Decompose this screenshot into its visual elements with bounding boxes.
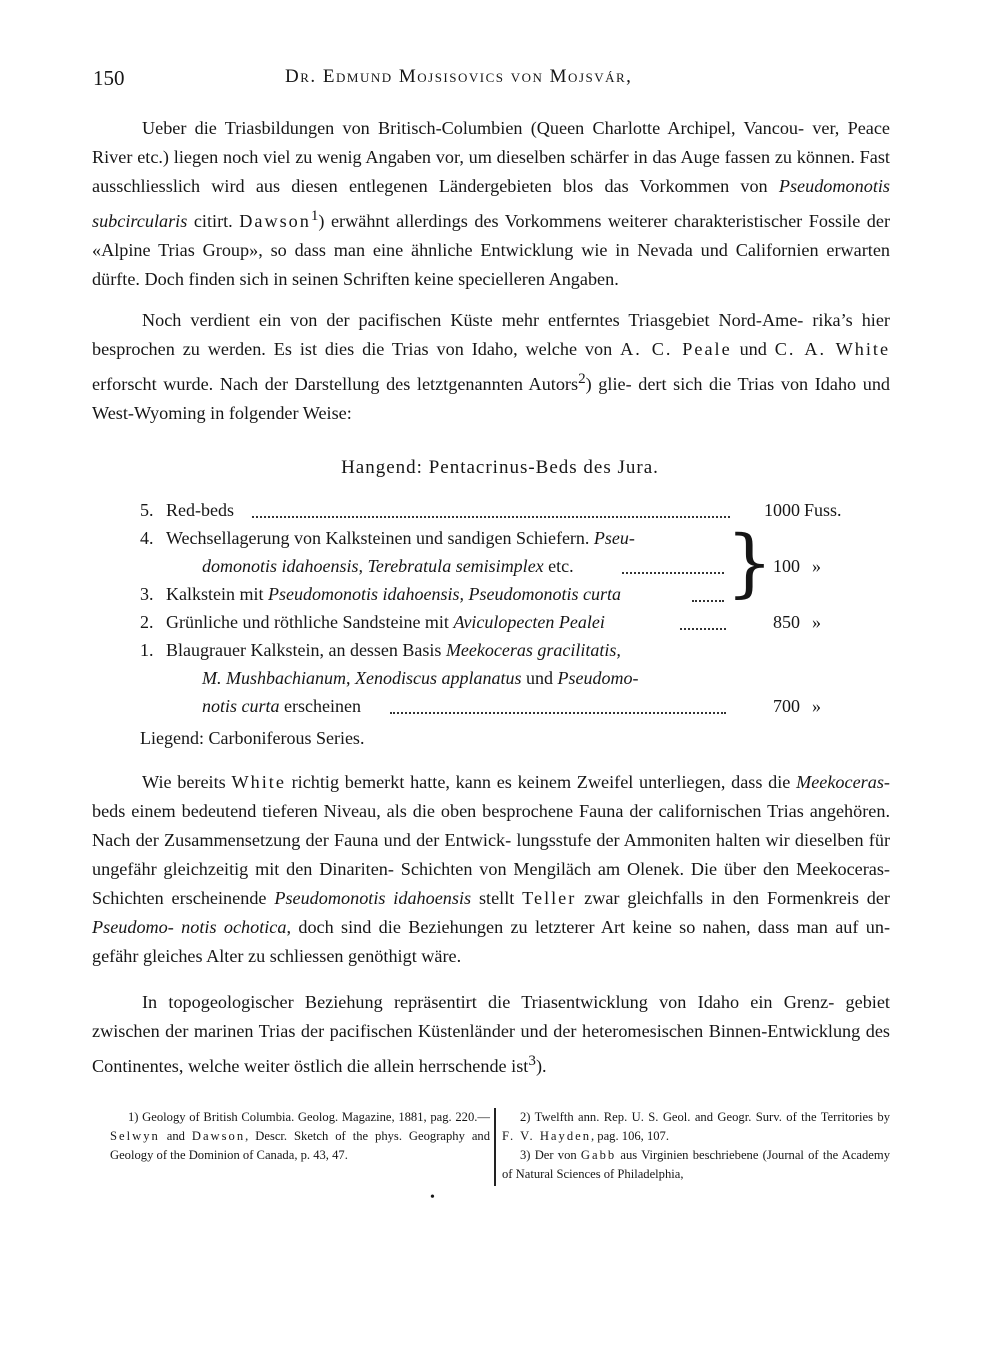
- text-line: ) glie-: [585, 374, 632, 395]
- author-name: White: [231, 772, 286, 792]
- author-name: Teller: [522, 888, 577, 908]
- row-text: Red-beds: [166, 500, 234, 520]
- text-line: erforscht wurde. Nach der Darstellung des letztgenannten Autors: [92, 374, 579, 395]
- leader-dots: [680, 628, 726, 630]
- footnotes-right: [502, 1108, 890, 1184]
- row-text: ,: [345, 668, 355, 688]
- text-line: -beds einem bedeutend tieferen Niveau, als die oben besprochene Fauna der: [92, 772, 890, 821]
- footnote-ref: 2: [578, 370, 586, 387]
- author-name: C. A. White: [774, 339, 891, 359]
- text-line: californischen Trias angehören. Nach der Zusammensetzung der Fauna und der Entwick-: [92, 801, 891, 850]
- text-line: gebiet zwischen der marinen Trias der pacifischen Küstenländer und der heteromesischen: [92, 992, 890, 1041]
- text-line: lungsstufe der Ammoniten halten wir dieselben für ungefähr gleichzeitig mit den Dinariten-: [92, 830, 891, 879]
- strata-row: [140, 608, 821, 636]
- leader-dots: [692, 600, 724, 602]
- text-line: citirt.: [187, 211, 240, 232]
- table-heading: Hangend: Pentacrinus-Beds des Jura.: [341, 457, 659, 478]
- footnote-ref: 1: [310, 207, 319, 224]
- strata-row-continuation: [140, 692, 821, 720]
- taxon-name: notis curta: [202, 696, 280, 716]
- footnote-text: , pag. 106, 107.: [591, 1129, 670, 1143]
- footnote-divider: [494, 1108, 496, 1186]
- strata-row: [140, 580, 621, 608]
- footnote-text: 2) Twelfth ann. Rep. U. S. Geol. and Geogr. Surv. of the Territories by: [520, 1110, 890, 1124]
- leader-dots: [252, 516, 730, 518]
- strata-row: [140, 496, 842, 524]
- row-unit: »: [812, 696, 821, 716]
- text-line: Wie bereits: [142, 772, 232, 792]
- text-line: Binnen-Entwicklung des Continentes, welche weiter östlich die allein herrschende ist: [92, 1021, 890, 1077]
- taxon-name: Aviculopecten Pealei: [453, 612, 605, 632]
- paragraph-4: [92, 988, 890, 1081]
- row-number: 3.: [140, 584, 154, 604]
- row-number: 2.: [140, 612, 154, 632]
- text-line: Auge fassen zu können. Fast ausschliesslich wird aus diesen entlegenen Ländergebieten: [92, 147, 890, 196]
- text-line: , doch sind die Beziehungen zu letzterer Art keine so nahen, dass man auf un-: [286, 917, 891, 937]
- row-text: Grünliche und röthliche Sandsteine mit: [166, 612, 454, 632]
- strata-row: [140, 636, 621, 664]
- text-line: In topogeologischer Beziehung repräsentirt die Triasentwicklung von Idaho ein Grenz-: [142, 992, 835, 1012]
- text-line: zwar gleichfalls in den Formenkreis der: [576, 888, 890, 908]
- author-name: Selwyn: [110, 1129, 160, 1143]
- text-line: Ueber die Triasbildungen von Britisch-Columbien (Queen Charlotte Archipel, Vancou-: [142, 118, 805, 138]
- text-line: Noch verdient ein von der pacifischen Küste mehr entferntes Triasgebiet Nord-Ame-: [142, 310, 804, 330]
- taxon-name: notis ochotica: [181, 917, 287, 937]
- row-number: 4.: [140, 528, 154, 548]
- taxon-name: Meekoceras: [796, 772, 884, 792]
- taxon-name: Pseudomonotis idahoensis, Pseudomonotis curta: [268, 584, 621, 604]
- author-name: F. V. Hayden: [502, 1129, 591, 1143]
- text-line: ver, Peace River etc.) liegen noch viel zu wenig Angaben vor, um dieselben schärfer in das: [92, 118, 890, 167]
- text-line: des Vorkommens weiterer charakteristischer Fossile der «Alpine Trias Group», so dass man: [92, 211, 891, 261]
- footnote-text: and: [159, 1129, 192, 1143]
- row-number: 1.: [140, 640, 154, 660]
- row-thickness: 850: [773, 612, 800, 632]
- row-thickness: 700: [773, 696, 800, 716]
- footnotes-left: [110, 1108, 490, 1165]
- taxon-name: domonotis idahoensis, Terebratula semisimplex: [202, 556, 544, 576]
- footnote-1: [110, 1108, 490, 1165]
- taxon-name: Meekoceras gracilitatis,: [445, 640, 621, 660]
- running-head: Dr. Edmund Mojsisovics von Mojsvár,: [285, 66, 633, 87]
- strata-row-continuation: [202, 552, 574, 580]
- row-text: etc.: [543, 556, 574, 576]
- leader-dots: [390, 712, 726, 714]
- row-thickness: 1000: [764, 500, 800, 520]
- row-text: und: [521, 668, 558, 688]
- footnote-3: [502, 1146, 890, 1184]
- footnote-text: 1) Geology of British Columbia. Geolog. Magazine, 1881, pag. 220.—: [128, 1110, 490, 1124]
- paragraph-1: [92, 114, 890, 294]
- row-text: Wechsellagerung von Kalksteinen und sandigen Schiefern.: [166, 528, 594, 548]
- text-line: ) erwähnt allerdings: [318, 211, 468, 232]
- author-name: Gabb: [580, 1148, 617, 1162]
- taxon-name: Xenodiscus applanatus: [354, 668, 522, 688]
- text-line: dert sich die Trias von Idaho und West-Wyoming in folgender Weise:: [92, 374, 891, 424]
- table-footer: Liegend: Carboniferous Series.: [140, 728, 365, 748]
- text-line: richtig bemerkt hatte, kann es keinem Zweifel unterliegen, dass: [285, 772, 763, 792]
- row-unit: »: [812, 612, 821, 632]
- footnote-2: [502, 1108, 890, 1146]
- row-text: Kalkstein mit: [166, 584, 268, 604]
- footnote-text: , Descr. Sketch of the phys. Geography and Geology of the Dominion of Canada, p. 43, 47.: [110, 1129, 490, 1162]
- taxon-name: Pseudomo-: [557, 668, 639, 688]
- brace-symbol: }: [726, 520, 774, 606]
- footnote-text: aus Virginien beschriebene (Journal of the Academy of Natural Sciences of Philadelphia,: [502, 1148, 890, 1181]
- paragraph-2: [92, 306, 890, 428]
- text-line: in seinen Schriften keine specielleren Angaben.: [273, 269, 619, 290]
- taxon-name: Pseudomonotis idahoensis: [274, 888, 472, 908]
- taxon-name: M. Mushbachianum: [202, 668, 346, 688]
- text-line: Schichten von Mengiläch am Olenek. Die über den Meekoceras-Schichten erscheinende: [92, 859, 890, 908]
- text-line: rika’s hier besprochen zu werden. Es ist dies die Trias von Idaho, welche von: [92, 310, 890, 359]
- row-thickness: 100: [773, 556, 800, 576]
- text-line: die: [768, 772, 797, 792]
- strata-row-continuation: [202, 664, 638, 692]
- row-unit: Fuss.: [804, 500, 842, 520]
- author-name: Dawson: [191, 1129, 246, 1143]
- footnote-text: 3) Der von: [520, 1148, 581, 1162]
- text-line: blos das Vorkommen von: [562, 176, 779, 196]
- strata-row: [140, 524, 635, 552]
- text-line: und: [739, 339, 775, 359]
- row-text: Blaugrauer Kalkstein, an dessen Basis: [166, 640, 446, 660]
- taxon-name: Pseudomonotis subcircularis: [92, 176, 891, 232]
- row-number: 5.: [140, 500, 154, 520]
- taxon-name: Pseu-: [593, 528, 635, 548]
- author-name: A. C. Peale: [620, 339, 732, 359]
- author-name: Dawson: [239, 211, 311, 232]
- text-line: stellt: [471, 888, 523, 908]
- row-text: erscheinen: [279, 696, 361, 716]
- taxon-name: Pseudomo-: [92, 917, 174, 937]
- stray-mark: •: [430, 1190, 435, 1205]
- page-number: 150: [93, 66, 125, 90]
- text-line: ).: [535, 1056, 547, 1077]
- footnote-ref: 3: [528, 1052, 536, 1069]
- text-line: gefähr gleiches Alter zu schliessen genöthigt wäre.: [92, 946, 462, 966]
- leader-dots: [622, 572, 724, 574]
- text-line: eine ähnliche Entwicklung wie in Nevada und Californien erwarten dürfte. Doch finden sich: [92, 240, 890, 290]
- paragraph-3: [92, 768, 890, 971]
- row-unit: »: [812, 556, 821, 576]
